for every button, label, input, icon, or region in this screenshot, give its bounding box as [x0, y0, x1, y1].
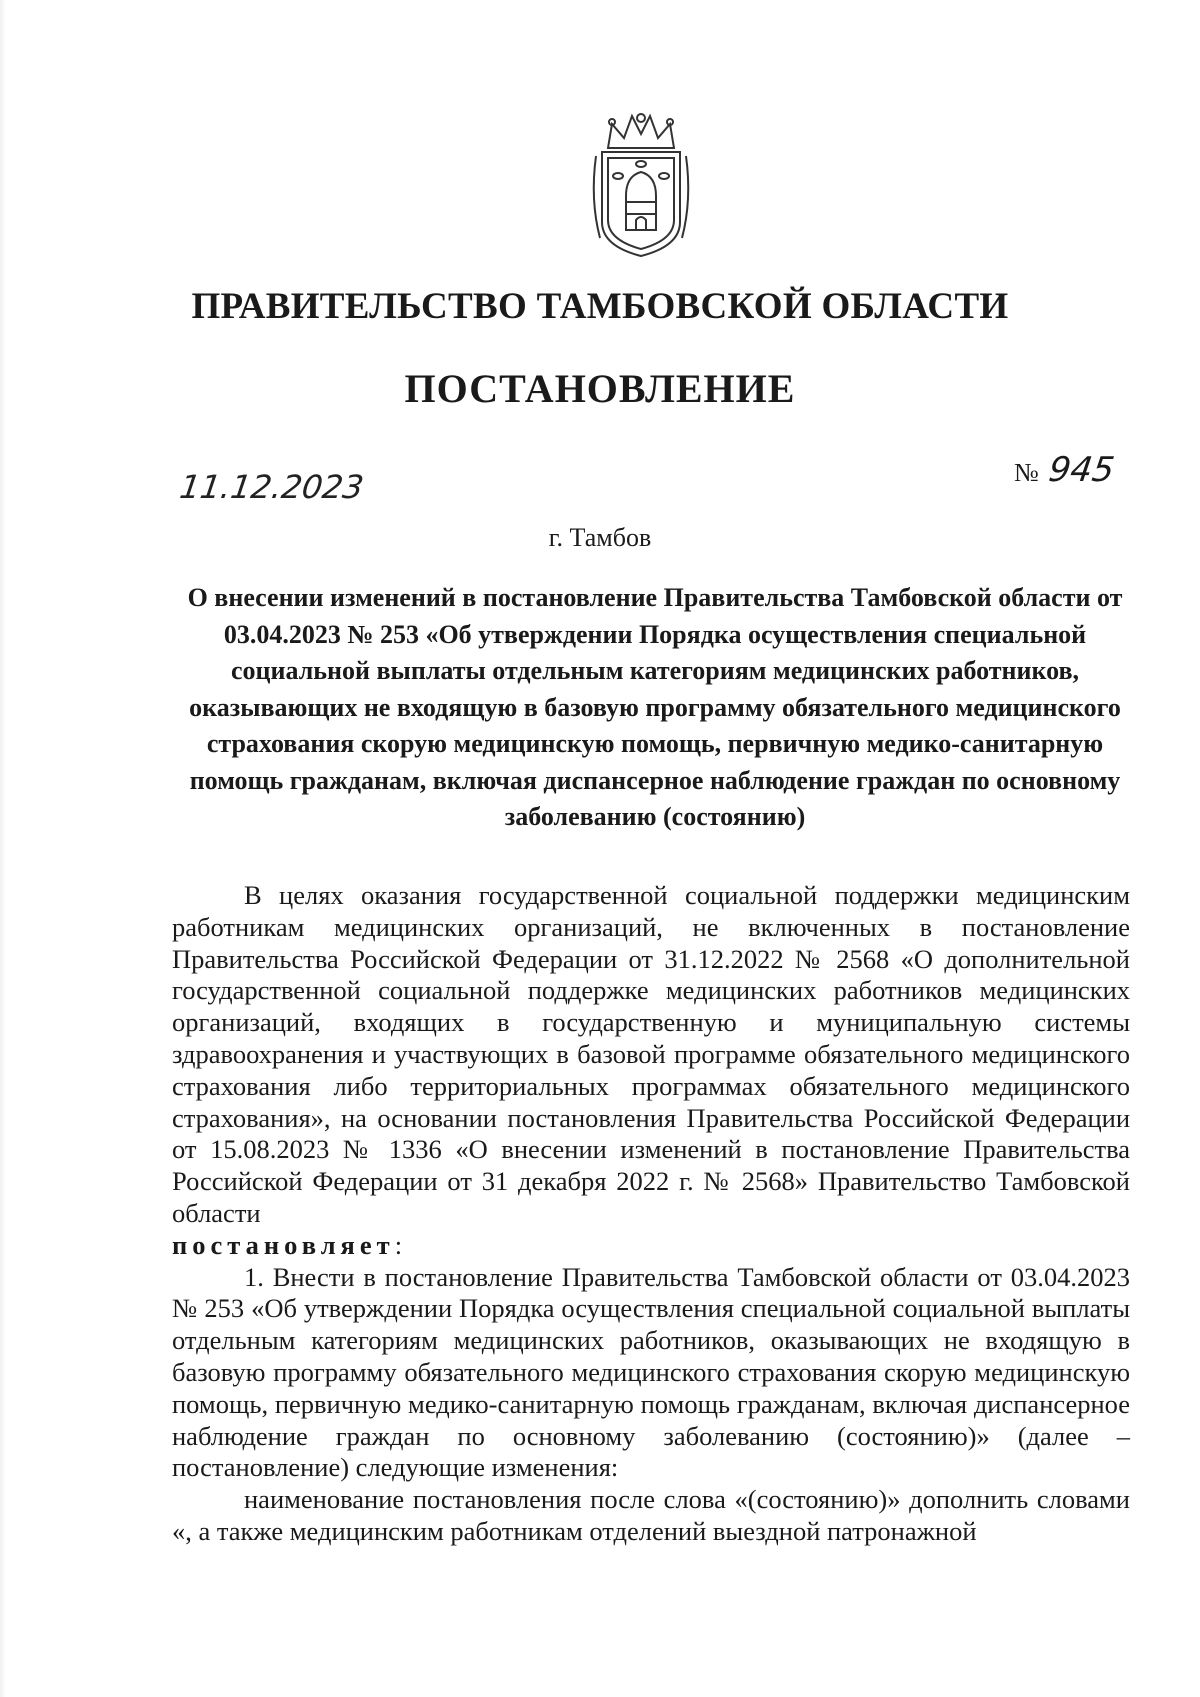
government-title: ПРАВИТЕЛЬСТВО ТАМБОВСКОЙ ОБЛАСТИ: [191, 286, 1009, 327]
preamble-text: В целях оказания государственной социальной поддержки медицинским работникам медицинских организаций, не включенных в постановление Правительства Российской Федерации от 31.12.2022 № 2568 «О дополнительной государственной социальной поддержке медицинских работников медицинских организаций, входящих в государственную и муниципальную системы здравоохранения и участвующих в базовой программе обязательного медицинского страхования либо территориальных программах обязательного медицинского страхования», на основании постановления Правительства Российской Федерации от 15.08.2023 № 1336 «О внесении изменений в постановление Правительства Российской Федерации от 31 декабря 2022 г. № 2568» Правительство Тамбовской области: [172, 880, 1130, 1228]
item-1-paragraph: [172, 1262, 1130, 1485]
document-number: [1014, 450, 1118, 490]
item-1-sub-text: наименование постановления после слова «(состоянию)» дополнить словами «, а также медицинским работникам отделений выездной патронажной: [172, 1484, 1130, 1546]
scan-edge-shadow: [0, 0, 6, 1697]
document-date-handwritten: 11.12.2023: [177, 468, 366, 506]
item-1-sub-paragraph: [172, 1484, 1130, 1548]
document-body: [172, 880, 1130, 1548]
number-label: №: [1014, 458, 1039, 487]
item-1-text: 1. Внести в постановление Правительства Тамбовской области от 03.04.2023 № 253 «Об утверждении Порядка осуществления специальной социальной выплаты отдельным категориям медицинских работников, оказывающих не входящую в базовую программу обязательного медицинского страхования скорую медицинскую помощь, первичную медико-санитарную помощь гражданам, включая диспансерное наблюдение граждан по основному заболеванию (состоянию)» (далее – постановление) следующие изменения:: [172, 1261, 1130, 1483]
city-label: г. Тамбов: [548, 523, 652, 552]
decree-colon: :: [394, 1229, 403, 1260]
number-value-handwritten: 945: [1046, 450, 1118, 490]
tambov-coat-of-arms-emblem: [578, 110, 704, 260]
preamble-paragraph: [172, 880, 1130, 1230]
decree-word: постановляет: [172, 1229, 395, 1260]
decree-line: [172, 1230, 1130, 1262]
document-heading: О внесении изменений в постановление Правительства Тамбовской области от 03.04.2023 № 253 «Об утверждении Порядка осуществления специальной социальной выплаты отдельным категориям медицинских работников, оказывающих не входящую в базовую программу обязательного медицинского страхования скорую медицинскую помощь, первичную медико-санитарную помощь гражданам, включая диспансерное наблюдение граждан по основному заболеванию (состоянию): [187, 583, 1123, 831]
document-type-title: ПОСТАНОВЛЕНИЕ: [404, 366, 796, 411]
